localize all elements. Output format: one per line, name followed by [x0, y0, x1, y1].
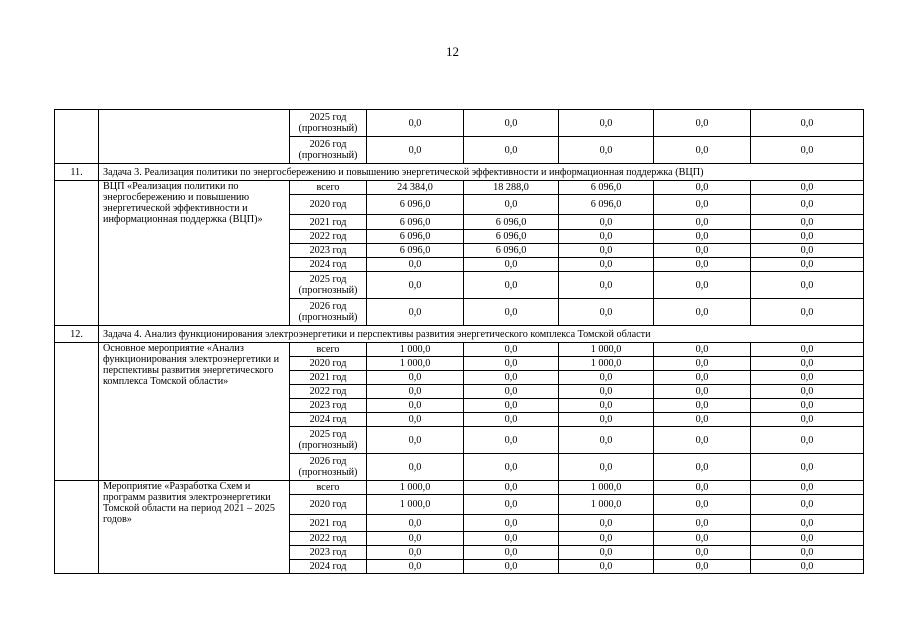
value-cell: 0,0 [464, 371, 559, 385]
value-cell: 0,0 [367, 399, 464, 413]
task-index: 11. [55, 164, 99, 181]
value-cell: 0,0 [367, 546, 464, 560]
index-cell-continued [55, 110, 99, 164]
value-cell: 0,0 [464, 515, 559, 532]
value-cell: 1 000,0 [559, 481, 654, 495]
value-cell: 0,0 [559, 371, 654, 385]
value-cell: 0,0 [751, 427, 864, 454]
value-cell: 0,0 [751, 258, 864, 272]
value-cell: 1 000,0 [559, 343, 654, 357]
year-cell: всего [290, 343, 367, 357]
value-cell: 0,0 [751, 110, 864, 137]
value-cell: 1 000,0 [559, 357, 654, 371]
value-cell: 0,0 [654, 371, 751, 385]
value-cell: 0,0 [654, 137, 751, 164]
value-cell: 0,0 [654, 399, 751, 413]
index-cell [55, 343, 99, 481]
value-cell: 0,0 [559, 427, 654, 454]
task-row [55, 164, 864, 181]
year-cell: 2022 год [290, 230, 367, 244]
value-cell: 0,0 [367, 371, 464, 385]
value-cell: 0,0 [559, 515, 654, 532]
value-cell: 0,0 [751, 399, 864, 413]
value-cell: 0,0 [751, 195, 864, 215]
value-cell: 0,0 [751, 560, 864, 574]
year-cell: 2020 год [290, 357, 367, 371]
value-cell: 1 000,0 [367, 357, 464, 371]
table-row [55, 481, 864, 495]
value-cell: 0,0 [654, 454, 751, 481]
year-cell: 2026 год (прогнозный) [290, 454, 367, 481]
year-cell: 2021 год [290, 215, 367, 230]
value-cell: 0,0 [751, 299, 864, 326]
task-title: Задача 4. Анализ функционирования электроэнергетики и перспективы развития энергетического комплекса Томской области [99, 326, 864, 343]
value-cell: 0,0 [654, 495, 751, 515]
value-cell: 0,0 [464, 532, 559, 546]
value-cell: 0,0 [464, 357, 559, 371]
value-cell: 0,0 [464, 299, 559, 326]
year-cell: 2020 год [290, 495, 367, 515]
value-cell: 0,0 [559, 272, 654, 299]
value-cell: 0,0 [751, 546, 864, 560]
year-cell: 2025 год (прогнозный) [290, 110, 367, 137]
year-cell: 2020 год [290, 195, 367, 215]
value-cell: 0,0 [654, 560, 751, 574]
value-cell: 0,0 [367, 385, 464, 399]
activity-name: ВЦП «Реализация политики по энергосбережению и повышению энергетической эффективности и информационная поддержка (ВЦП)» [99, 181, 290, 326]
name-cell-continued [99, 110, 290, 164]
value-cell: 0,0 [751, 495, 864, 515]
value-cell: 0,0 [751, 244, 864, 258]
year-cell: 2025 год (прогнозный) [290, 427, 367, 454]
value-cell: 0,0 [751, 230, 864, 244]
value-cell: 0,0 [751, 357, 864, 371]
task-row [55, 326, 864, 343]
value-cell: 0,0 [367, 258, 464, 272]
value-cell: 0,0 [751, 515, 864, 532]
value-cell: 0,0 [464, 495, 559, 515]
value-cell: 0,0 [559, 258, 654, 272]
value-cell: 0,0 [751, 454, 864, 481]
year-cell: 2026 год (прогнозный) [290, 299, 367, 326]
value-cell: 0,0 [464, 413, 559, 427]
table-row [55, 343, 864, 357]
value-cell: 0,0 [464, 343, 559, 357]
value-cell: 0,0 [751, 137, 864, 164]
value-cell: 6 096,0 [367, 195, 464, 215]
activity-name: Основное мероприятие «Анализ функционирования электроэнергетики и перспективы развития энергетического комплекса Томской области» [99, 343, 290, 481]
value-cell: 0,0 [464, 110, 559, 137]
value-cell: 6 096,0 [367, 215, 464, 230]
year-cell: 2022 год [290, 532, 367, 546]
index-cell [55, 481, 99, 574]
value-cell: 1 000,0 [367, 481, 464, 495]
budget-table [54, 109, 864, 574]
value-cell: 0,0 [654, 244, 751, 258]
value-cell: 0,0 [367, 137, 464, 164]
value-cell: 0,0 [654, 385, 751, 399]
value-cell: 0,0 [559, 413, 654, 427]
task-title: Задача 3. Реализация политики по энергосбережению и повышению энергетической эффективности и информационная поддержка (ВЦП) [99, 164, 864, 181]
value-cell: 1 000,0 [559, 495, 654, 515]
value-cell: 0,0 [559, 244, 654, 258]
task-index: 12. [55, 326, 99, 343]
value-cell: 0,0 [654, 230, 751, 244]
value-cell: 0,0 [751, 215, 864, 230]
value-cell: 0,0 [751, 413, 864, 427]
value-cell: 0,0 [559, 560, 654, 574]
value-cell: 0,0 [367, 413, 464, 427]
page-number: 12 [446, 44, 459, 59]
year-cell: 2024 год [290, 258, 367, 272]
value-cell: 0,0 [464, 546, 559, 560]
value-cell: 6 096,0 [559, 181, 654, 195]
value-cell: 0,0 [464, 427, 559, 454]
value-cell: 0,0 [464, 560, 559, 574]
year-cell: 2024 год [290, 560, 367, 574]
year-cell: 2022 год [290, 385, 367, 399]
value-cell: 0,0 [464, 272, 559, 299]
value-cell: 6 096,0 [367, 244, 464, 258]
year-cell: 2023 год [290, 244, 367, 258]
year-cell: 2023 год [290, 399, 367, 413]
value-cell: 0,0 [367, 110, 464, 137]
index-cell [55, 181, 99, 326]
value-cell: 0,0 [559, 215, 654, 230]
value-cell: 6 096,0 [367, 230, 464, 244]
value-cell: 0,0 [464, 399, 559, 413]
year-cell: 2023 год [290, 546, 367, 560]
value-cell: 0,0 [464, 454, 559, 481]
value-cell: 0,0 [464, 137, 559, 164]
value-cell: 0,0 [559, 399, 654, 413]
value-cell: 0,0 [559, 299, 654, 326]
value-cell: 6 096,0 [464, 215, 559, 230]
value-cell: 0,0 [559, 110, 654, 137]
value-cell: 0,0 [654, 181, 751, 195]
value-cell: 18 288,0 [464, 181, 559, 195]
value-cell: 0,0 [559, 454, 654, 481]
value-cell: 0,0 [559, 532, 654, 546]
value-cell: 0,0 [464, 195, 559, 215]
value-cell: 6 096,0 [464, 230, 559, 244]
value-cell: 0,0 [751, 343, 864, 357]
value-cell: 0,0 [751, 371, 864, 385]
value-cell: 0,0 [559, 546, 654, 560]
value-cell: 1 000,0 [367, 343, 464, 357]
year-cell: 2021 год [290, 515, 367, 532]
value-cell: 0,0 [654, 195, 751, 215]
year-cell: всего [290, 181, 367, 195]
value-cell: 0,0 [751, 532, 864, 546]
value-cell: 0,0 [464, 385, 559, 399]
value-cell: 0,0 [654, 215, 751, 230]
value-cell: 0,0 [654, 532, 751, 546]
table-row [55, 110, 864, 137]
value-cell: 0,0 [367, 560, 464, 574]
value-cell: 0,0 [654, 110, 751, 137]
value-cell: 0,0 [751, 385, 864, 399]
year-cell: 2021 год [290, 371, 367, 385]
value-cell: 6 096,0 [559, 195, 654, 215]
value-cell: 0,0 [367, 272, 464, 299]
value-cell: 0,0 [367, 454, 464, 481]
value-cell: 0,0 [654, 515, 751, 532]
value-cell: 0,0 [751, 272, 864, 299]
value-cell: 0,0 [654, 343, 751, 357]
year-cell: всего [290, 481, 367, 495]
value-cell: 0,0 [654, 481, 751, 495]
value-cell: 0,0 [559, 137, 654, 164]
value-cell: 0,0 [367, 515, 464, 532]
value-cell: 0,0 [464, 481, 559, 495]
value-cell: 0,0 [654, 272, 751, 299]
value-cell: 0,0 [367, 532, 464, 546]
value-cell: 0,0 [654, 427, 751, 454]
value-cell: 0,0 [654, 258, 751, 272]
value-cell: 0,0 [654, 357, 751, 371]
value-cell: 0,0 [367, 299, 464, 326]
value-cell: 24 384,0 [367, 181, 464, 195]
table-row [55, 181, 864, 195]
year-cell: 2025 год (прогнозный) [290, 272, 367, 299]
value-cell: 0,0 [654, 546, 751, 560]
value-cell: 0,0 [464, 258, 559, 272]
value-cell: 6 096,0 [464, 244, 559, 258]
value-cell: 0,0 [751, 481, 864, 495]
value-cell: 0,0 [559, 385, 654, 399]
value-cell: 0,0 [367, 427, 464, 454]
value-cell: 0,0 [654, 299, 751, 326]
activity-name: Мероприятие «Разработка Схем и программ развития электроэнергетики Томской области на период 2021 – 2025 годов» [99, 481, 290, 574]
year-cell: 2024 год [290, 413, 367, 427]
value-cell: 0,0 [654, 413, 751, 427]
value-cell: 0,0 [559, 230, 654, 244]
value-cell: 1 000,0 [367, 495, 464, 515]
value-cell: 0,0 [751, 181, 864, 195]
year-cell: 2026 год (прогнозный) [290, 137, 367, 164]
